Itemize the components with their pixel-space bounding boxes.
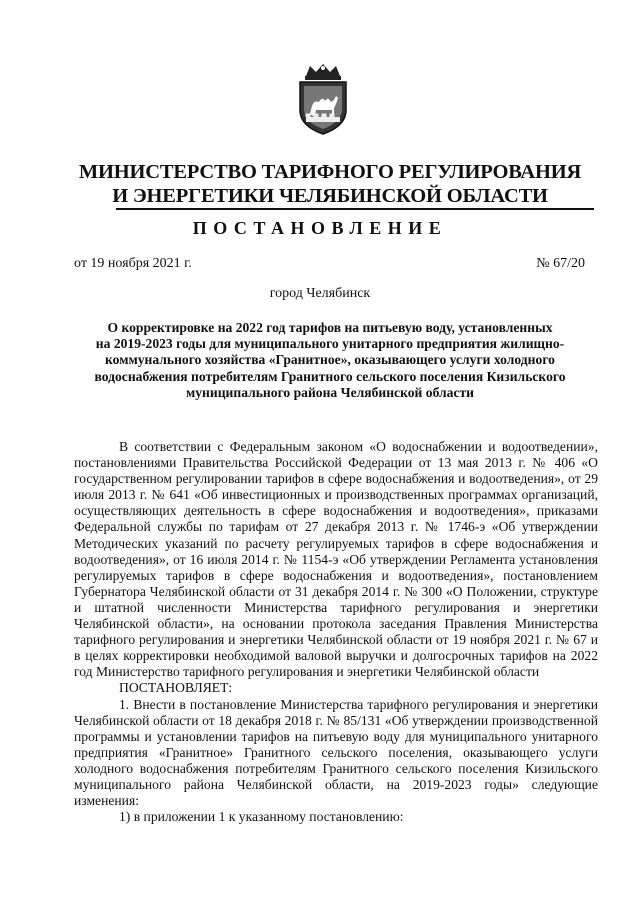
document-body [74,439,598,825]
subject-line: на 2019-2023 годы для муниципального унитарного предприятия жилищно- [95,336,565,352]
chelyabinsk-region-coat-of-arms-icon [292,62,354,136]
subject-line: О корректировке на 2022 год тарифов на питьевую воду, установленных [107,320,553,335]
subject-line: коммунального хозяйства «Гранитное», оказывающего услуги холодного [105,352,555,368]
document-city: город Челябинск [269,286,371,301]
item-1-paragraph: 1. Внести в постановление Министерства тарифного регулирования и энергетики Челябинской области от 18 декабря 2018 г. № 85/131 «Об утверждении производственной программы и установлении тарифов на питьевую воду для муниципального унитарного предприятия «Гранитное» Гранитного сельского поселения, оказывающего услуги холодного водоснабжения потребителям Гранитного сельского поселения Кизильского муниципального района Челябинской области, на 2019-2023 годы» следующие изменения: [74,696,598,809]
ministry-name-line-1: МИНИСТЕРСТВО ТАРИФНОГО РЕГУЛИРОВАНИЯ [78,161,582,183]
subject-line: муниципального района Челябинской области [185,384,474,400]
document-date: от 19 ноября 2021 г. [74,256,192,271]
item-1-1-paragraph: 1) в приложении 1 к указанному постановлению: [119,809,404,825]
ministry-name [60,160,600,208]
document-subject [80,320,580,401]
subject-line: водоснабжения потребителям Гранитного сельского поселения Кизильского [94,368,566,384]
document-number: № 67/20 [536,256,585,271]
document-type: ПОСТАНОВЛЕНИЕ [192,218,448,238]
ministry-name-line-2: И ЭНЕРГЕТИКИ ЧЕЛЯБИНСКОЙ ОБЛАСТИ [112,185,548,207]
decree-word: ПОСТАНОВЛЯЕТ: [119,680,233,696]
preamble-paragraph: В соответствии с Федеральным законом «О водоснабжении и водоотведении», постановлениями Правительства Российской Федерации от 13 мая 2013 г. № 406 «О государственном регулировании тарифов в сфере водоснабжения и водоотведения», от 29 июля 2013 г. № 641 «Об инвестиционных и производственных программах организаций, осуществляющих деятельность в сфере водоснабжения и водоотведения», приказами Федеральной службы по тарифам от 27 декабря 2013 г. № 1746-э «Об утверждении Методических указаний по расчету регулируемых тарифов в сфере водоснабжения и водоотведения», от 16 июля 2014 г. № 1154-э «Об утверждении Регламента установления регулируемых тарифов в сфере водоснабжения и водоотведения», постановлением Губернатора Челябинской области от 31 декабря 2014 г. № 300 «О Положении, структуре и штатной численности Министерства тарифного регулирования и энергетики Челябинской области», на основании протокола заседания Правления Министерства тарифного регулирования и энергетики Челябинской области от 19 ноября 2021 г. № 67 и в целях корректировки необходимой валовой выручки и долгосрочных тарифов на 2022 год Министерство тарифного регулирования и энергетики Челябинской области [74,439,598,680]
header-divider [116,208,594,210]
